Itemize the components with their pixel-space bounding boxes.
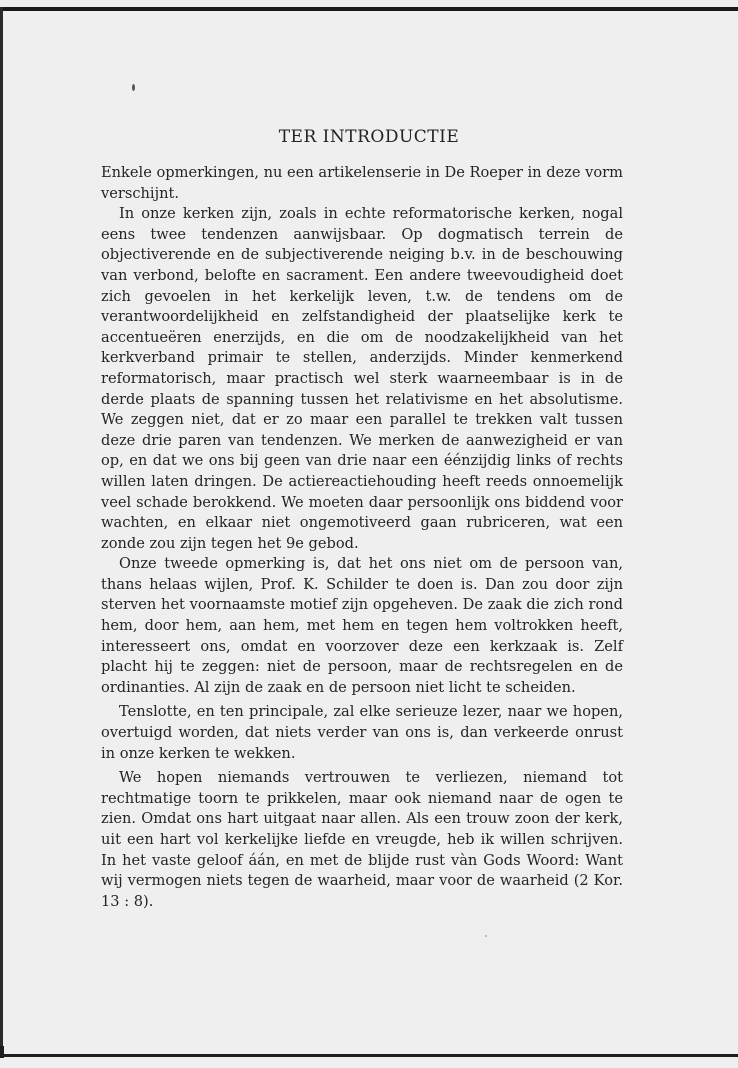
ink-speck [485,935,487,937]
corner-mark [0,1046,4,1058]
page-title: TER INTRODUCTIE [278,127,460,147]
left-border-line [0,7,3,1058]
paragraph-5: We hopen niemands vertrouwen te verliezen, niemand tot rechtmatige toorn te prikkelen, maar ook niemand naar de ogen te zien. Omdat ons hart uitgaat naar allen. Als een trouw zoon der kerk, uit een hart vol kerkelijke liefde en vreugde, heb ik willen schrijven. In het vaste geloof áán, en met de blijde rust vàn Gods Woord: Want wij vermogen niets tegen de waarheid, maar voor de waarheid (2 Kor. 13 : 8). [101,769,623,910]
ink-speck [132,84,135,91]
paragraph-4: Tenslotte, en ten principale, zal elke serieuze lezer, naar we hopen, overtuigd worden, dat niets verder van ons is, dan verkeerde onrust in onze kerken te wekken. [101,703,623,762]
article-body [101,163,623,912]
paragraph-3: Onze tweede opmerking is, dat het ons niet om de persoon van, thans helaas wijlen, Prof. K. Schilder te doen is. Dan zou door zijn sterven het voornaamste motief zijn opgeheven. De zaak die zich rond hem, door hem, aan hem, met hem en tegen hem voltrokken heeft, interesseert ons, omdat en voorzover deze een kerkzaak is. Zelf placht hij te zeggen: niet de persoon, maar de rechtsregelen en de ordinanties. Al zijn de zaak en de persoon niet licht te scheiden. [101,555,623,696]
paragraph-1: Enkele opmerkingen, nu een artikelenserie in De Roeper in deze vorm verschijnt. [101,164,623,202]
bottom-border-line [0,1054,738,1057]
top-border-line [0,7,738,11]
paragraph-2: In onze kerken zijn, zoals in echte reformatorische kerken, nogal eens twee tendenzen aanwijsbaar. Op dogmatisch terrein de objectiverende en de subjectiverende neiging b.v. in de beschouwing van verbond, belofte en sacrament. Een andere tweevoudigheid doet zich gevoelen in het kerkelijk leven, t.w. de tendens om de verantwoordelijkheid en zelfstandigheid der plaatselijke kerk te accentueëren enerzijds, en die om de noodzakelijkheid van het kerkverband primair te stellen, anderzijds. Minder kenmerkend reformatorisch, maar practisch wel sterk waarneembaar is in de derde plaats de spanning tussen het relativisme en het absolutisme. We zeggen niet, dat er zo maar een parallel te trekken valt tussen deze drie paren van tendenzen. We merken de aanwezigheid er van op, en dat we ons bij geen van drie naar een éénzijdig links of rechts willen laten dringen. De actiereactiehouding heeft reeds onnoemelijk veel schade berokkend. We moeten daar persoonlijk ons biddend voor wachten, en elkaar niet ongemotiveerd gaan rubriceren, wat een zonde zou zijn tegen het 9e gebod. [101,205,623,552]
